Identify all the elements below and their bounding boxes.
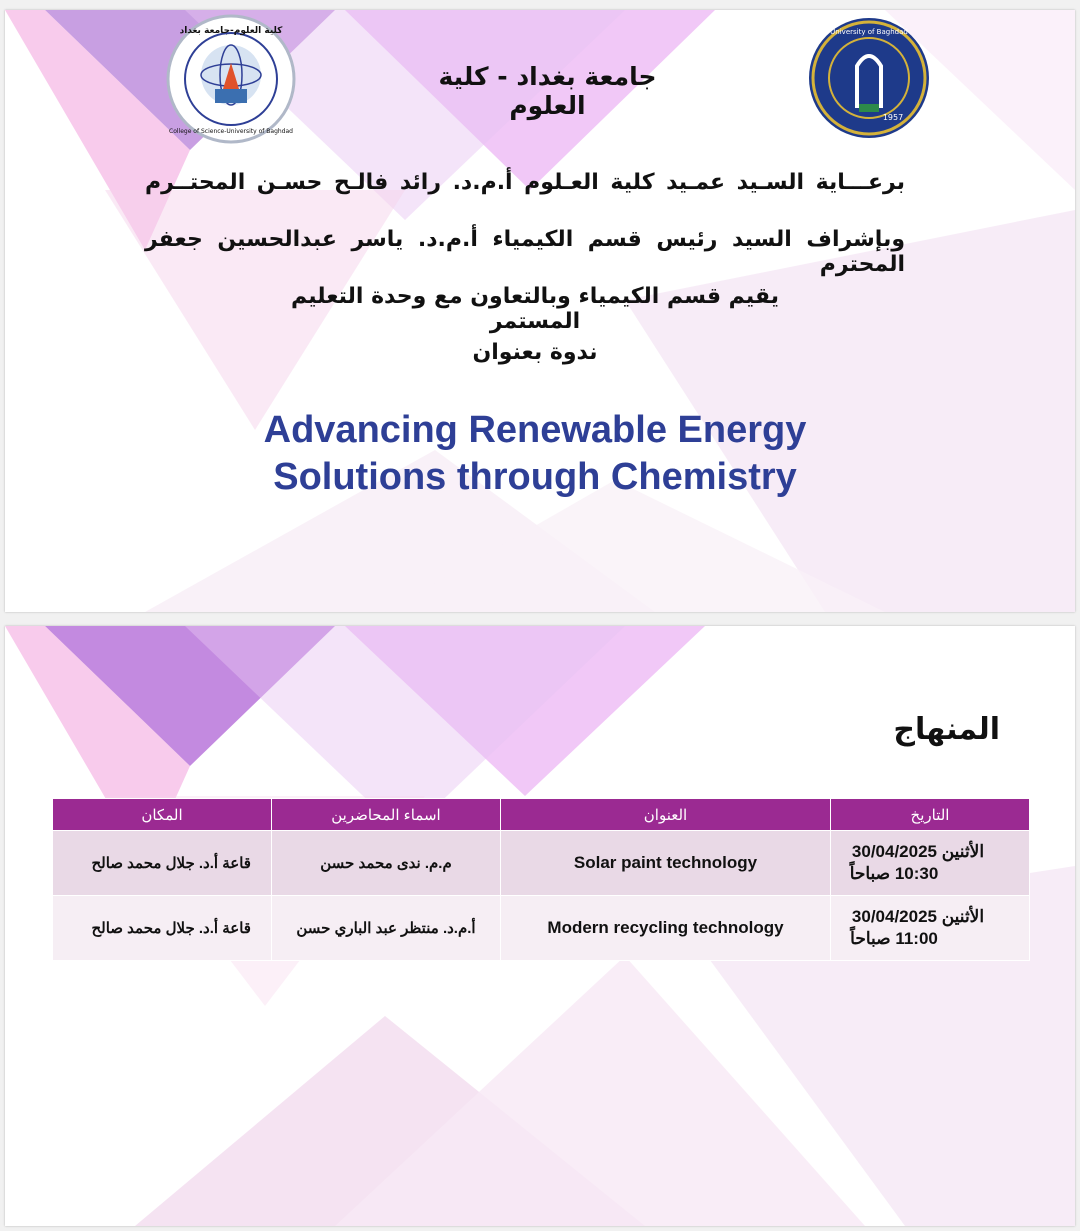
table-row [53, 831, 1030, 896]
place-cell: قاعة أ.د. جلال محمد صالح [53, 831, 272, 896]
college-of-science-logo [165, 13, 297, 145]
svg-text:University of Baghdad: University of Baghdad [830, 28, 908, 36]
place-cell: قاعة أ.د. جلال محمد صالح [53, 896, 272, 961]
lecturer-cell: م.م. ندى محمد حسن [271, 831, 500, 896]
table-header-row [53, 799, 1030, 831]
column-header-lecturers: اسماء المحاضرين [271, 799, 500, 831]
date-text: الأثنين 30/04/2025 [851, 842, 985, 861]
title-cell: Modern recycling technology [500, 896, 830, 961]
svg-text:College of Science-University: College of Science-University of Baghdad [169, 128, 293, 135]
time-text: 11:00 صباحاً [850, 929, 938, 948]
seminar-title-line2: Solutions through Chemistry [273, 456, 797, 498]
agenda-heading: المنهاج [893, 712, 1000, 747]
title-cell: Solar paint technology [500, 831, 830, 896]
supervision-line: وبإشراف السيد رئيس قسم الكيمياء أ.م.د. ياسر عبدالحسين جعفر المحترم [145, 227, 905, 277]
organizer-line: يقيم قسم الكيمياء وبالتعاون مع وحدة التعليم المستمر [291, 284, 779, 334]
agenda-slide [5, 626, 1075, 1226]
svg-text:1957: 1957 [882, 113, 904, 122]
time-text: 10:30 صباحاً [849, 864, 939, 883]
patronage-line: برعـــاية السـيد عمـيد كلية العـلوم أ.م.د. رائد فالـح حسـن المحتــرم [145, 170, 905, 195]
date-cell [831, 896, 1030, 961]
column-header-title: العنوان [500, 799, 830, 831]
seminar-title-line1: Advancing Renewable Energy [263, 409, 807, 451]
table-row [53, 896, 1030, 961]
invitation-slide [5, 10, 1075, 612]
column-header-place: المكان [53, 799, 272, 831]
seminar-label: ندوة بعنوان [472, 340, 598, 365]
svg-text:كلية العلوم-جامعة بغداد: كلية العلوم-جامعة بغداد [179, 26, 283, 36]
column-header-date: التاريخ [831, 799, 1030, 831]
date-text: الأثنين 30/04/2025 [851, 907, 985, 926]
date-cell [831, 831, 1030, 896]
agenda-table [52, 798, 1030, 961]
university-of-baghdad-logo [807, 16, 931, 140]
lecturer-cell: أ.م.د. منتظر عبد الباري حسن [271, 896, 500, 961]
university-header: جامعة بغداد - كلية العلوم [438, 62, 657, 120]
